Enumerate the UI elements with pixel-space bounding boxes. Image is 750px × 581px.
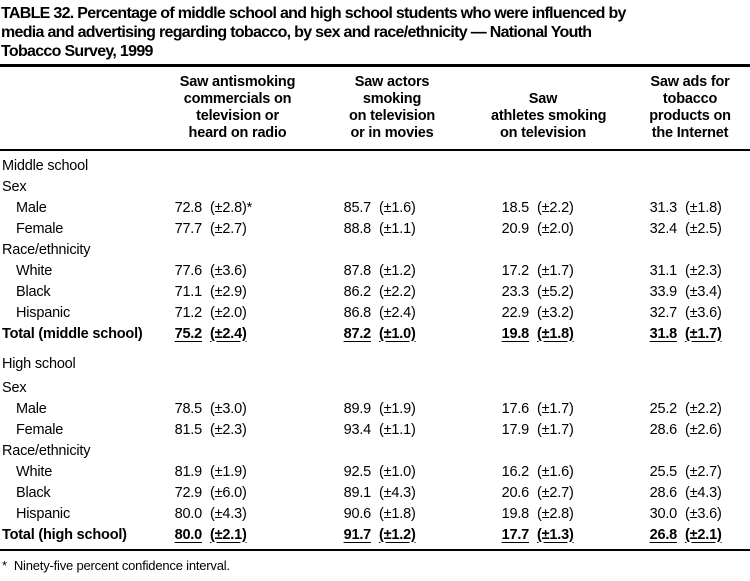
confidence-interval-cell: (±2.3) — [210, 421, 247, 438]
table-body — [0, 150, 750, 545]
data-row — [0, 482, 750, 503]
table-title-line-1: TABLE 32. Percentage of middle school and high school students who were influenced by — [1, 5, 626, 22]
confidence-interval-cell: (±1.7) — [537, 400, 574, 417]
data-row — [0, 302, 750, 323]
confidence-interval-cell: (±1.8) — [537, 325, 574, 342]
row-label: Race/ethnicity — [2, 442, 91, 459]
footnote-text: Ninety-five percent confidence interval. — [13, 558, 230, 573]
table-header — [0, 67, 750, 150]
row-label: Hispanic — [16, 304, 71, 321]
value-cell: 23.3 — [501, 283, 530, 300]
row-label: Male — [16, 400, 47, 417]
row-label: White — [16, 463, 53, 480]
row-label: Black — [16, 484, 51, 501]
value-cell: 80.0 — [174, 505, 202, 522]
value-cell: 31.3 — [649, 199, 678, 216]
confidence-interval-cell: (±1.3) — [537, 526, 574, 543]
data-row — [0, 503, 750, 524]
value-cell: 17.7 — [501, 526, 530, 543]
confidence-interval-cell: (±2.2) — [537, 199, 574, 216]
row-label: High school — [2, 355, 76, 372]
section-row — [0, 440, 750, 461]
value-cell: 28.6 — [649, 484, 678, 501]
confidence-interval-cell: (±1.7) — [685, 325, 722, 342]
confidence-interval-cell: (±2.7) — [537, 484, 574, 501]
confidence-interval-cell: (±3.6) — [685, 304, 722, 321]
row-label: Male — [16, 199, 47, 216]
confidence-interval-cell: (±4.3) — [685, 484, 722, 501]
confidence-interval-cell: (±3.0) — [210, 400, 247, 417]
value-cell: 89.1 — [343, 484, 372, 501]
row-label: Total (high school) — [2, 526, 127, 543]
value-cell: 25.2 — [649, 400, 678, 417]
column-header-4: Saw ads for tobacco products on the Internet — [639, 67, 750, 150]
confidence-interval-cell: (±2.0) — [210, 304, 247, 321]
value-cell: 89.9 — [343, 400, 372, 417]
section-row — [0, 344, 750, 377]
value-cell: 17.2 — [501, 262, 530, 279]
value-cell: 19.8 — [501, 505, 530, 522]
confidence-interval-cell: (±2.1) — [685, 526, 722, 543]
confidence-interval-cell: (±1.1) — [379, 421, 416, 438]
value-cell: 28.6 — [649, 421, 678, 438]
confidence-interval-cell: (±3.2) — [537, 304, 574, 321]
confidence-interval-cell: (±2.4) — [210, 325, 247, 342]
value-cell: 22.9 — [501, 304, 530, 321]
confidence-interval-cell: (±1.2) — [379, 526, 416, 543]
confidence-interval-cell: (±5.2) — [537, 283, 574, 300]
value-cell: 77.6 — [174, 262, 202, 279]
value-cell: 81.9 — [174, 463, 202, 480]
value-cell: 72.8 — [174, 199, 202, 216]
row-label: Hispanic — [16, 505, 71, 522]
row-label: Sex — [2, 178, 27, 195]
value-cell: 80.0 — [174, 526, 202, 543]
value-cell: 71.2 — [174, 304, 202, 321]
value-cell: 93.4 — [343, 421, 372, 438]
value-cell: 71.1 — [174, 283, 202, 300]
value-cell: 17.6 — [501, 400, 530, 417]
confidence-interval-cell: (±2.1) — [210, 526, 247, 543]
section-row — [0, 239, 750, 260]
confidence-interval-cell: (±1.9) — [379, 400, 416, 417]
value-cell: 32.7 — [649, 304, 678, 321]
value-cell: 16.2 — [501, 463, 530, 480]
value-cell: 18.5 — [501, 199, 530, 216]
data-row — [0, 461, 750, 482]
confidence-interval-cell: (±2.2) — [379, 283, 416, 300]
data-table — [0, 67, 750, 545]
confidence-interval-cell: (±3.6) — [210, 262, 247, 279]
data-row — [0, 419, 750, 440]
section-row — [0, 377, 750, 398]
row-label: Female — [16, 421, 64, 438]
value-cell: 31.8 — [649, 325, 678, 342]
value-cell: 90.6 — [343, 505, 372, 522]
value-cell: 77.7 — [174, 220, 202, 237]
row-label: Black — [16, 283, 51, 300]
value-cell: 86.8 — [343, 304, 372, 321]
footnote-symbol: * — [2, 558, 7, 573]
row-label: Race/ethnicity — [2, 241, 91, 258]
confidence-interval-cell: (±1.7) — [537, 421, 574, 438]
value-cell: 25.5 — [649, 463, 678, 480]
value-cell: 81.5 — [174, 421, 202, 438]
data-row — [0, 398, 750, 419]
value-cell: 92.5 — [343, 463, 372, 480]
value-cell: 72.9 — [174, 484, 202, 501]
confidence-interval-cell: (±2.9) — [210, 283, 247, 300]
data-row — [0, 197, 750, 218]
value-cell: 32.4 — [649, 220, 678, 237]
confidence-interval-cell: (±1.0) — [379, 325, 416, 342]
confidence-interval-cell: (±2.4) — [379, 304, 416, 321]
data-row — [0, 260, 750, 281]
column-header-2: Saw actors smoking on television or in movies — [333, 67, 491, 150]
value-cell: 87.8 — [343, 262, 372, 279]
total-row — [0, 323, 750, 344]
confidence-interval-cell: (±1.9) — [210, 463, 247, 480]
confidence-interval-cell: (±2.7) — [685, 463, 722, 480]
row-label: Female — [16, 220, 64, 237]
row-label: Total (middle school) — [2, 325, 143, 342]
confidence-interval-cell: (±1.2) — [379, 262, 416, 279]
value-cell: 19.8 — [501, 325, 530, 342]
table-title — [0, 2, 750, 64]
confidence-interval-cell: (±1.8) — [379, 505, 416, 522]
table-title-line-2: media and advertising regarding tobacco, by sex and race/ethnicity — National Youth — [1, 24, 592, 41]
value-cell: 17.9 — [501, 421, 530, 438]
value-cell: 91.7 — [343, 526, 372, 543]
section-row — [0, 155, 750, 176]
confidence-interval-cell: (±1.0) — [379, 463, 416, 480]
section-row — [0, 176, 750, 197]
confidence-interval-cell: (±2.8) — [537, 505, 574, 522]
confidence-interval-cell: (±1.6) — [379, 199, 416, 216]
confidence-interval-cell: (±6.0) — [210, 484, 247, 501]
value-cell: 87.2 — [343, 325, 372, 342]
table-footnote — [0, 551, 750, 581]
confidence-interval-cell: (±2.7) — [210, 220, 247, 237]
value-cell: 20.9 — [501, 220, 530, 237]
confidence-interval-cell: (±2.6) — [685, 421, 722, 438]
confidence-interval-cell: (±2.2) — [685, 400, 722, 417]
confidence-interval-cell: (±1.1) — [379, 220, 416, 237]
header-stub — [0, 67, 164, 150]
value-cell: 85.7 — [343, 199, 372, 216]
value-cell: 86.2 — [343, 283, 372, 300]
value-cell: 20.6 — [501, 484, 530, 501]
value-cell: 26.8 — [649, 526, 678, 543]
value-cell: 78.5 — [174, 400, 202, 417]
confidence-interval-cell: (±2.3) — [685, 262, 722, 279]
value-cell: 30.0 — [649, 505, 678, 522]
table-title-line-3: Tobacco Survey, 1999 — [1, 43, 153, 60]
total-row — [0, 524, 750, 545]
value-cell: 31.1 — [649, 262, 678, 279]
data-row — [0, 218, 750, 239]
confidence-interval-cell: (±2.0) — [537, 220, 574, 237]
confidence-interval-cell: (±1.8) — [685, 199, 722, 216]
row-label: Middle school — [2, 157, 89, 174]
value-cell: 33.9 — [649, 283, 678, 300]
column-header-3: Saw athletes smoking on television — [491, 67, 639, 150]
confidence-interval-cell: (±2.8)* — [210, 199, 253, 216]
value-cell: 88.8 — [343, 220, 372, 237]
confidence-interval-cell: (±3.4) — [685, 283, 722, 300]
data-row — [0, 281, 750, 302]
column-header-1: Saw antismoking commercials on television or heard on radio — [164, 67, 333, 150]
row-label: White — [16, 262, 53, 279]
confidence-interval-cell: (±1.7) — [537, 262, 574, 279]
confidence-interval-cell: (±4.3) — [210, 505, 247, 522]
confidence-interval-cell: (±3.6) — [685, 505, 722, 522]
confidence-interval-cell: (±2.5) — [685, 220, 722, 237]
confidence-interval-cell: (±1.6) — [537, 463, 574, 480]
value-cell: 75.2 — [174, 325, 202, 342]
row-label: Sex — [2, 379, 27, 396]
confidence-interval-cell: (±4.3) — [379, 484, 416, 501]
